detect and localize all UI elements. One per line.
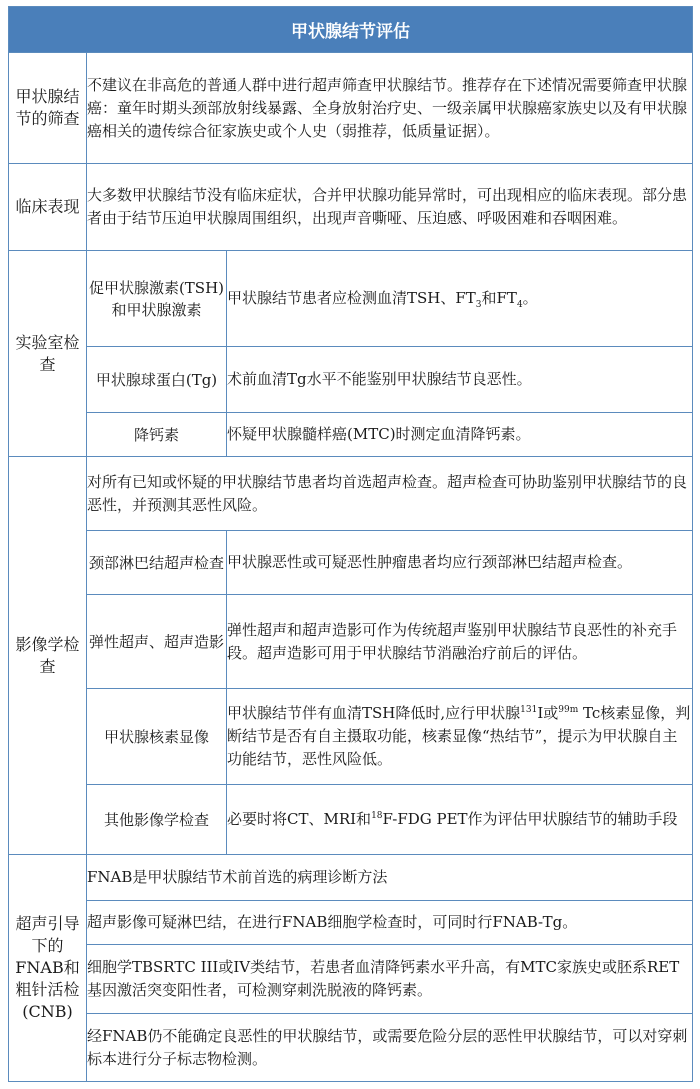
lab-item-tsh: 促甲状腺激素(TSH)和甲状腺激素 — [87, 251, 227, 347]
lab-tsh-text: 甲状腺结节患者应检测血清TSH、$FT_3$和$FT_4$。 — [227, 251, 693, 347]
imaging-item-nuclide: 甲状腺核素显像 — [87, 689, 227, 785]
lab-item-tg: 甲状腺球蛋白(Tg) — [87, 347, 227, 413]
imaging-item-other: 其他影像学检查 — [87, 785, 227, 855]
imaging-item-elastography: 弹性超声、超声造影 — [87, 595, 227, 689]
fnab-text-3: 细胞学TBSRTC III或IV类结节，若患者血清降钙素水平升高，有MTC家族史或胚系RET基因激活突变阳性者，可检测穿刺洗脱液的降钙素。 — [87, 945, 693, 1014]
imaging-lymph-node-text: 甲状腺恶性或可疑恶性肿瘤患者均应行颈部淋巴结超声检查。 — [227, 531, 693, 595]
lab-calcitonin-text: 怀疑甲状腺髓样癌(MTC)时测定血清降钙素。 — [227, 413, 693, 457]
category-screening: 甲状腺结节的筛查 — [9, 53, 87, 164]
clinical-text: 大多数甲状腺结节没有临床症状，合并甲状腺功能异常时，可出现相应的临床表现。部分患者由于结节压迫甲状腺周围组织，出现声音嘶哑、压迫感、呼吸困难和吞咽困难。 — [87, 164, 693, 251]
imaging-item-lymph-node: 颈部淋巴结超声检查 — [87, 531, 227, 595]
imaging-intro: 对所有已知或怀疑的甲状腺结节患者均首选超声检查。超声检查可协助鉴别甲状腺结节的良恶性，并预测其恶性风险。 — [87, 457, 693, 531]
table-title: 甲状腺结节评估 — [9, 7, 693, 53]
fnab-text-1: FNAB是甲状腺结节术前首选的病理诊断方法 — [87, 855, 693, 901]
screening-text: 不建议在非高危的普通人群中进行超声筛查甲状腺结节。推荐存在下述情况需要筛查甲状腺癌：童年时期头颈部放射线暴露、全身放射治疗史、一级亲属甲状腺癌家族史以及有甲状腺癌相关的遗传综合征家族史或个人史（弱推荐，低质量证据）。 — [87, 53, 693, 164]
thyroid-nodule-evaluation-table — [8, 6, 693, 1082]
category-imaging: 影像学检查 — [9, 457, 87, 855]
fnab-text-4: 经FNAB仍不能确定良恶性的甲状腺结节，或需要危险分层的恶性甲状腺结节，可以对穿刺标本进行分子标志物检测。 — [87, 1014, 693, 1082]
imaging-elastography-text: 弹性超声和超声造影可作为传统超声鉴别甲状腺结节良恶性的补充手段。超声造影可用于甲状腺结节消融治疗前后的评估。 — [227, 595, 693, 689]
imaging-other-text: 必要时将CT、MRI和$^{18}$F-FDG PET作为评估甲状腺结节的辅助手段 — [227, 785, 693, 855]
lab-tg-text: 术前血清Tg水平不能鉴别甲状腺结节良恶性。 — [227, 347, 693, 413]
category-lab: 实验室检查 — [9, 251, 87, 457]
category-fnab: 超声引导下的FNAB和粗针活检(CNB) — [9, 855, 87, 1082]
imaging-nuclide-text: 甲状腺结节伴有血清TSH降低时,应行甲状腺$^{131}$I或$^{99m}$ Tc核素显像，判断结节是否有自主摄取功能，核素显像“热结节”，提示为甲状腺自主功能结节，恶性风险低。 — [227, 689, 693, 785]
lab-item-calcitonin: 降钙素 — [87, 413, 227, 457]
category-clinical: 临床表现 — [9, 164, 87, 251]
fnab-text-2: 超声影像可疑淋巴结，在进行FNAB细胞学检查时，可同时行FNAB-Tg。 — [87, 901, 693, 945]
